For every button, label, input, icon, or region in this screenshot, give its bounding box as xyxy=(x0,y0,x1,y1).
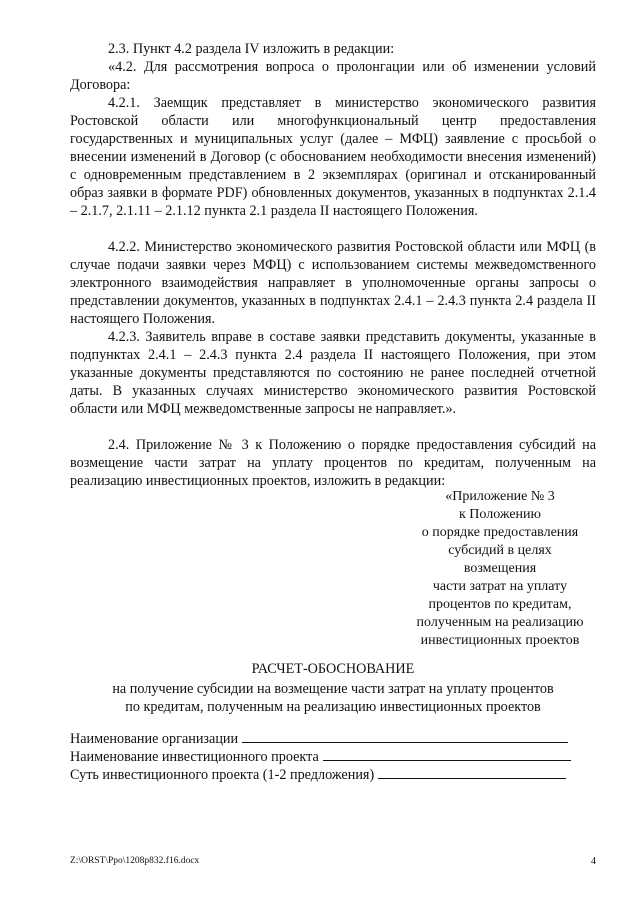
project-name-blank[interactable] xyxy=(323,748,571,761)
paragraph-2-3: 2.3. Пункт 4.2 раздела IV изложить в редакции: xyxy=(108,41,395,57)
org-name-blank[interactable] xyxy=(242,730,568,743)
project-name-label: Наименование инвестиционного проекта xyxy=(70,749,319,765)
appendix-line: инвестиционных проектов xyxy=(420,633,580,648)
appendix-line: о порядке предоставления xyxy=(421,525,579,540)
project-essence-label: Суть инвестиционного проекта (1-2 предложения) xyxy=(70,767,375,783)
footer-page-number: 4 xyxy=(591,856,596,867)
org-name-field xyxy=(70,730,568,748)
appendix-line: субсидий в целях xyxy=(448,543,552,558)
appendix-line: части затрат на уплату xyxy=(432,579,568,594)
appendix-line: «Приложение № 3 xyxy=(445,489,555,504)
project-name-field xyxy=(70,748,571,766)
paragraph-4-2-1: 4.2.1. Заемщик представляет в министерство экономического развития Ростовской области или многофункциональный центр предоставления государственных и муниципальных услуг (далее – МФЦ) заявление с просьбой о внесении изменений в Договор (с обоснованием необходимости внесения изменений) с одновременным представлением в 2 экземплярах (оригинал и отсканированный образ заявки в формате PDF) обновленных документов, указанных в подпунктах 2.1.4 – 2.1.7, 2.1.11 – 2.1.12 пункта 2.1 раздела II настоящего Положения. xyxy=(70,95,596,219)
form-subtitle-line-1: на получение субсидии на возмещение части затрат на уплату процентов xyxy=(112,681,554,697)
paragraph-4-2-3: 4.2.3. Заявитель вправе в составе заявки представить документы, указанные в подпунктах 2.4.1 – 2.4.3 пункта 2.4 раздела II настоящего Положения, при этом указанные документы представляются по состоянию не ранее последней отчетной даты. В указанных случаях министерство экономического развития Ростовской области или МФЦ межведомственные запросы не направляет.». xyxy=(70,329,596,417)
project-essence-blank[interactable] xyxy=(378,766,566,779)
paragraph-2-4: 2.4. Приложение № 3 к Положению о порядке предоставления субсидий на возмещение части затрат на уплату процентов по кредитам, полученным на реализацию инвестиционных проектов, изложить в редакции: xyxy=(70,437,596,489)
org-name-label: Наименование организации xyxy=(70,731,239,747)
paragraph-4-2: «4.2. Для рассмотрения вопроса о пролонгации или об изменении условий Договора: xyxy=(70,59,596,93)
form-subtitle-line-2: по кредитам, полученным на реализацию инвестиционных проектов xyxy=(125,699,541,715)
appendix-line: процентов по кредитам, xyxy=(428,597,572,612)
appendix-line: к Положению xyxy=(458,507,541,522)
appendix-header xyxy=(400,488,600,650)
appendix-line: полученным на реализацию xyxy=(416,615,584,630)
form-title: РАСЧЕТ-ОБОСНОВАНИЕ xyxy=(251,661,415,677)
appendix-line: возмещения xyxy=(463,561,537,576)
project-essence-field xyxy=(70,766,566,784)
paragraph-4-2-2: 4.2.2. Министерство экономического развития Ростовской области или МФЦ (в случае подачи заявки через МФЦ) с использованием системы межведомственного электронного взаимодействия направляет в уполномоченные органы запросы о представлении документов, указанных в подпунктах 2.4.1 – 2.4.3 пункта 2.4 раздела II настоящего Положения. xyxy=(70,239,596,327)
footer-file-path: Z:\ORST\Ppo\1208p832.f16.docx xyxy=(70,856,200,866)
